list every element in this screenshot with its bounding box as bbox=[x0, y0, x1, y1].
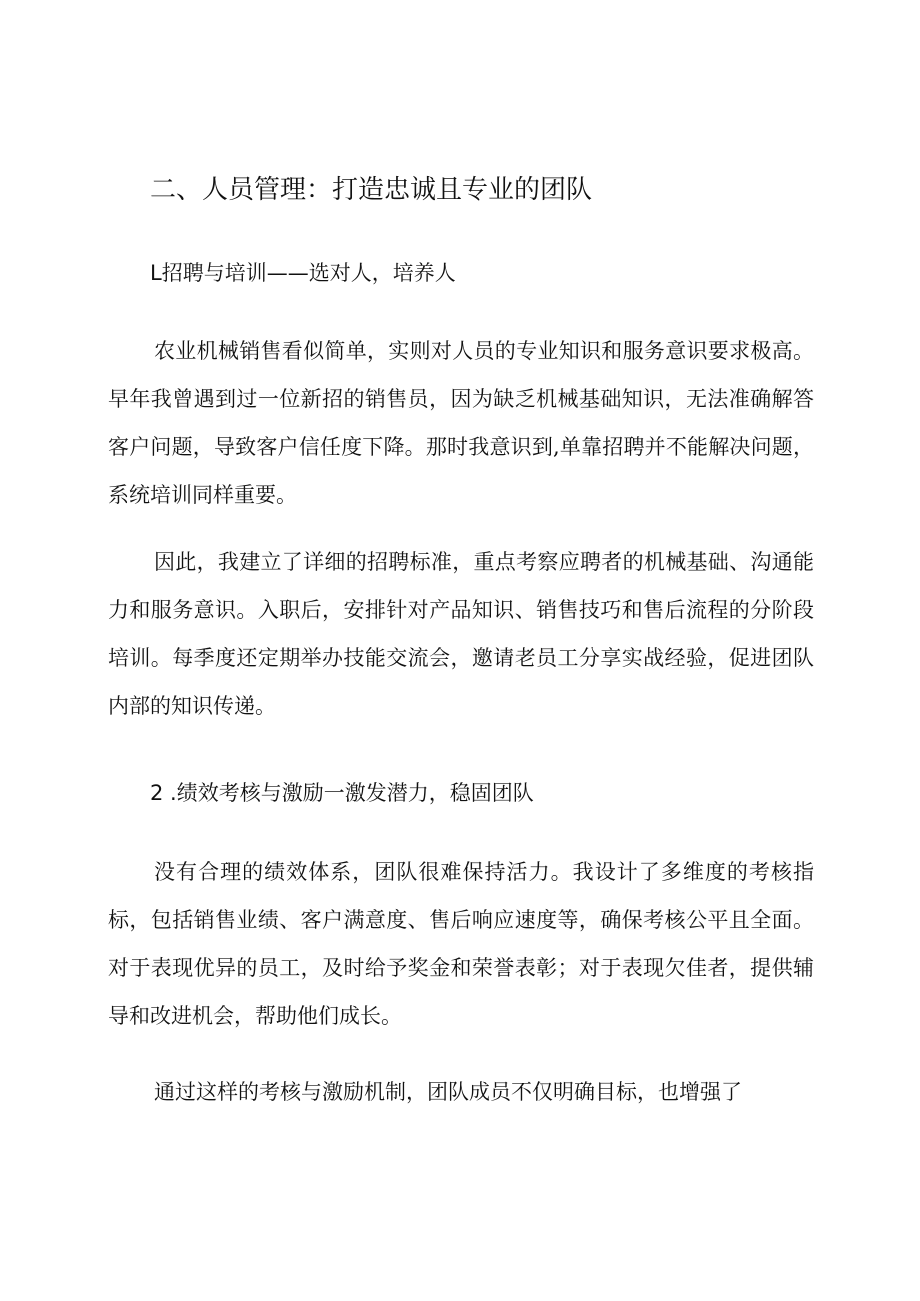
section-heading: 二、人员管理：打造忠诚且专业的团队 bbox=[150, 175, 593, 205]
paragraph: 农业机械销售看似简单，实则对人员的专业知识和服务意识要求极高。早年我曾遇到过一位新招的销售员，因为缺乏机械基础知识，无法准确解答客户问题，导致客户信任度下降。那时我意识到,单靠招聘并不能解决问题，系统培训同样重要。 bbox=[108, 339, 814, 507]
subsection-title-performance: 2 .绩效考核与激励一激发潜力，稳固团队 bbox=[150, 781, 534, 805]
paragraph: 没有合理的绩效体系，团队很难保持活力。我设计了多维度的考核指标，包括销售业绩、客户满意度、售后响应速度等，确保考核公平且全面。对于表现优异的员工，及时给予奖金和荣誉表彰；对于表现欠佳者，提供辅导和改进机会，帮助他们成长。 bbox=[108, 860, 814, 1028]
paragraph: 通过这样的考核与激励机制，团队成员不仅明确目标，也增强了 bbox=[154, 1080, 742, 1104]
paragraph: 因此，我建立了详细的招聘标准，重点考察应聘者的机械基础、沟通能力和服务意识。入职后，安排针对产品知识、销售技巧和售后流程的分阶段培训。每季度还定期举办技能交流会，邀请老员工分享实战经验，促进团队内部的知识传递。 bbox=[108, 550, 814, 718]
subsection-title-recruitment: L招聘与培训——选对人，培养人 bbox=[150, 261, 456, 285]
